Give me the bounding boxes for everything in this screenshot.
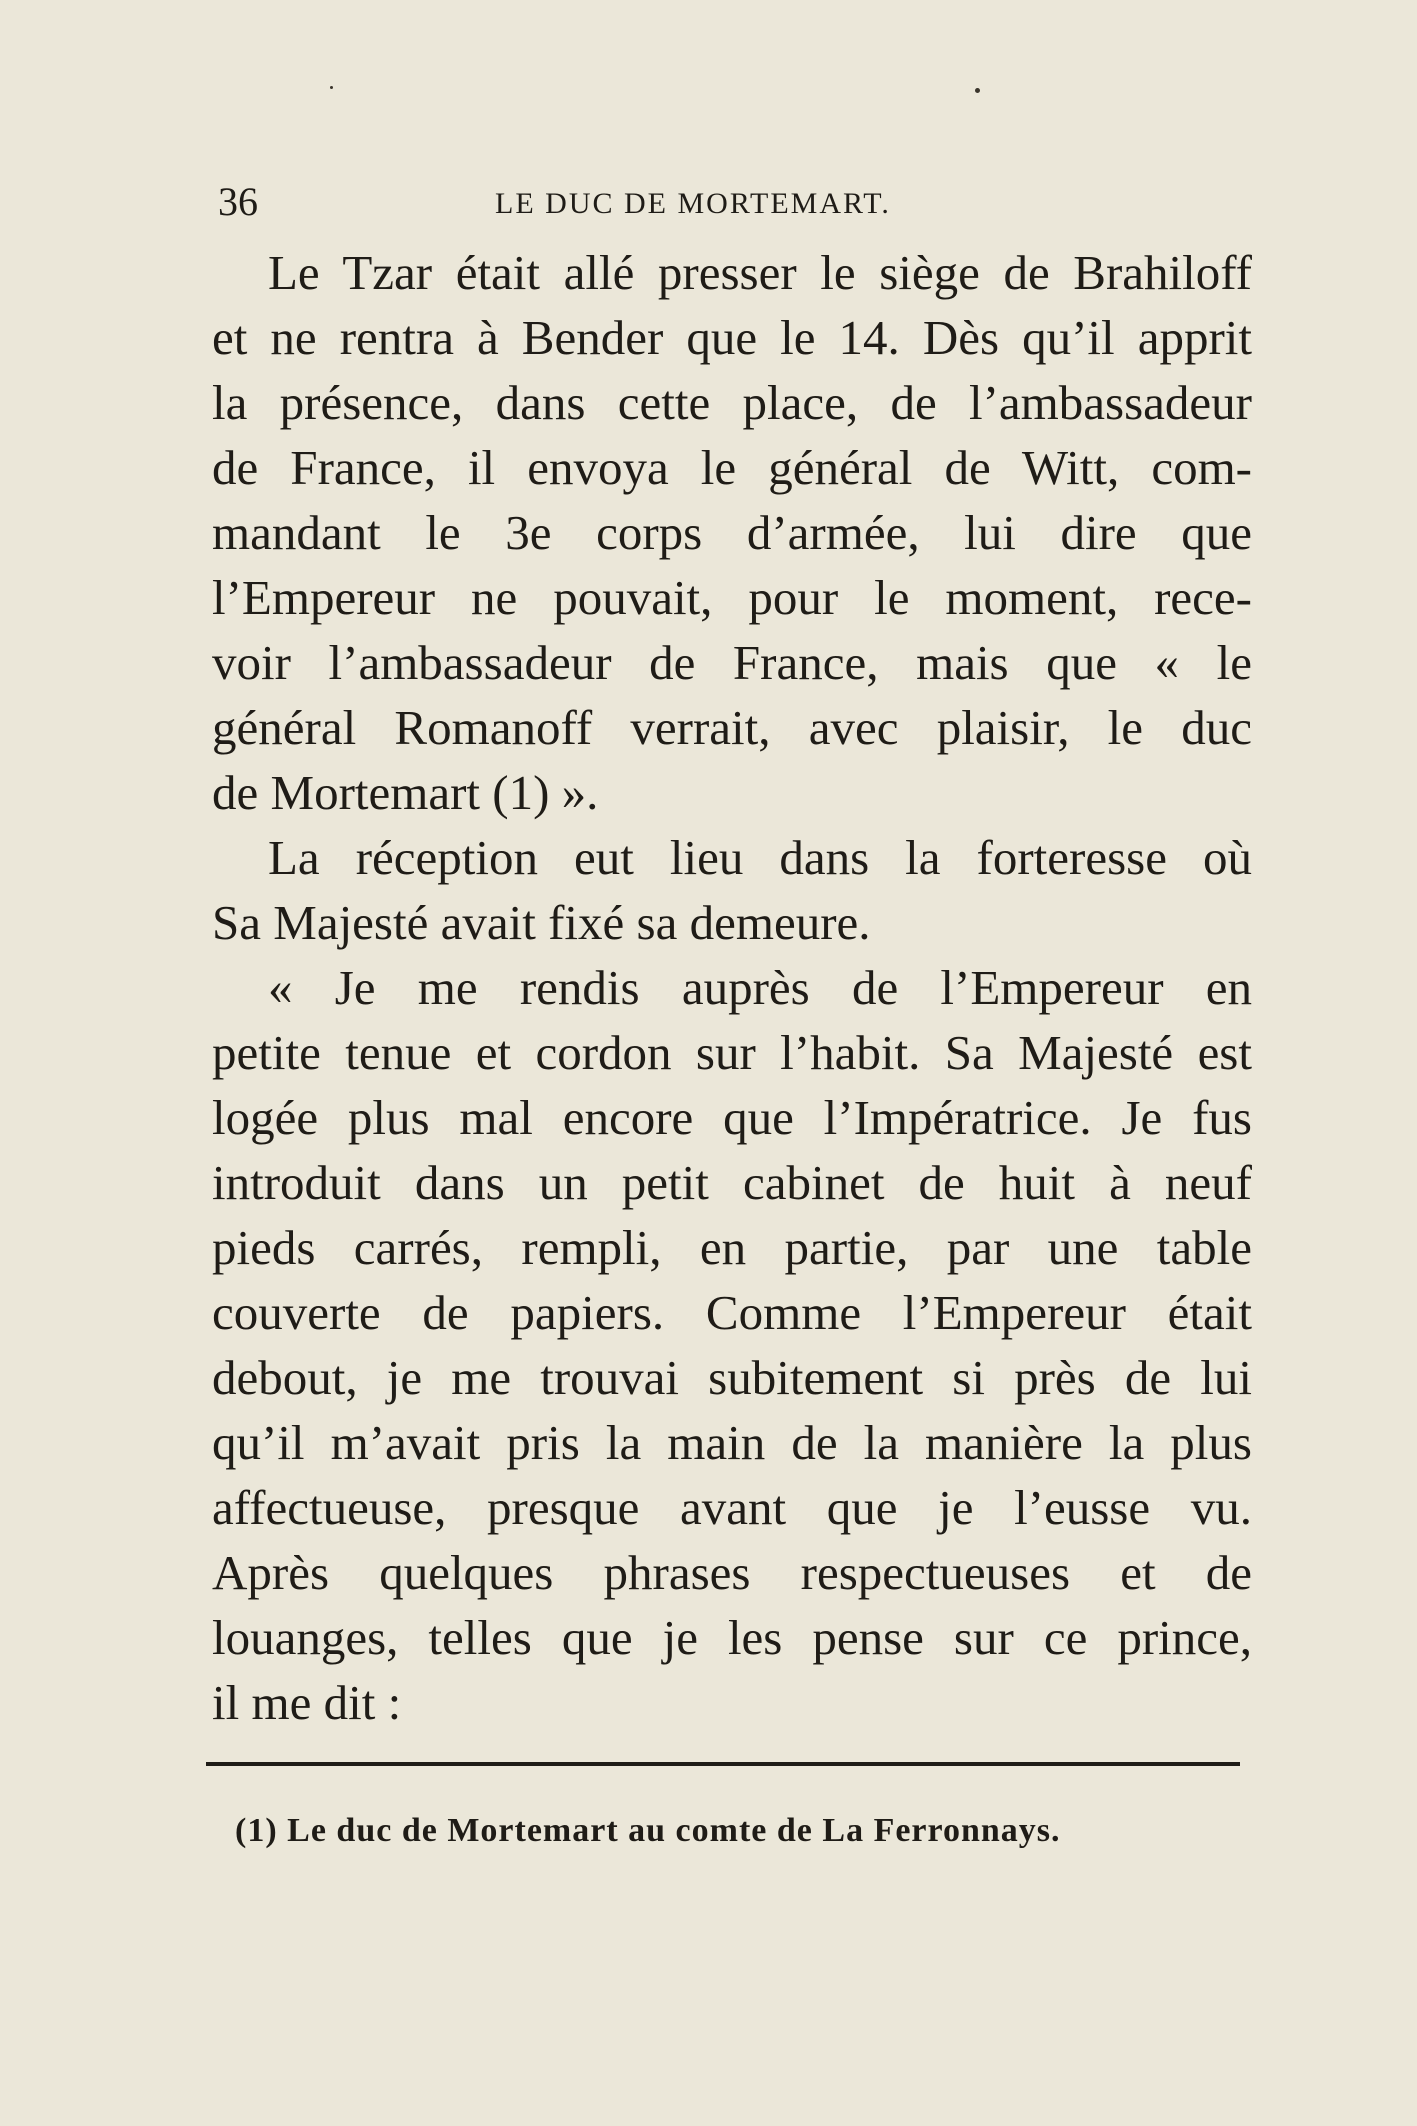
text-line: louanges, telles que je les pense sur ce prince, [212, 1610, 1252, 1665]
text-line: général Romanoff verrait, avec plaisir, le duc [212, 700, 1252, 755]
text-line: logée plus mal encore que l’Impératrice. Je fus [212, 1090, 1252, 1145]
text-line: Sa Majesté avait fixé sa demeure. [212, 895, 871, 950]
text-line: qu’il m’avait pris la main de la manière la plus [212, 1415, 1252, 1470]
body-text [212, 240, 1252, 1735]
text-line: il me dit : [212, 1675, 402, 1730]
ink-speck [975, 88, 980, 93]
text-line: mandant le 3e corps d’armée, lui dire que [212, 505, 1252, 560]
text-line: Après quelques phrases respectueuses et de [212, 1545, 1252, 1600]
ink-speck [330, 86, 333, 89]
text-line: introduit dans un petit cabinet de huit à neuf [212, 1155, 1252, 1210]
text-line: petite tenue et cordon sur l’habit. Sa Majesté est [212, 1025, 1252, 1080]
text-line: et ne rentra à Bender que le 14. Dès qu’il apprit [212, 310, 1252, 365]
page-header [218, 172, 1248, 232]
text-line: « Je me rendis auprès de l’Empereur en [268, 960, 1252, 1015]
text-line: l’Empereur ne pouvait, pour le moment, rece- [212, 570, 1252, 625]
text-line: La réception eut lieu dans la forteresse où [268, 830, 1252, 885]
text-line: de France, il envoya le général de Witt, com- [212, 440, 1252, 495]
page-number: 36 [218, 179, 258, 224]
text-line: Le Tzar était allé presser le siège de Brahiloff [268, 245, 1252, 300]
text-line: voir l’ambassadeur de France, mais que « le [212, 635, 1252, 690]
footnote: (1) Le duc de Mortemart au comte de La Ferronnays. [235, 1812, 1061, 1849]
text-line: pieds carrés, rempli, en partie, par une table [212, 1220, 1252, 1275]
running-head: LE DUC DE MORTEMART. [495, 187, 891, 220]
text-line: affectueuse, presque avant que je l’eusse vu. [212, 1480, 1252, 1535]
text-line: la présence, dans cette place, de l’ambassadeur [212, 375, 1252, 430]
text-line: de Mortemart (1) ». [212, 765, 599, 820]
footnote-rule [206, 1762, 1240, 1766]
text-line: couverte de papiers. Comme l’Empereur était [212, 1285, 1252, 1340]
text-line: debout, je me trouvai subitement si près de lui [212, 1350, 1252, 1405]
